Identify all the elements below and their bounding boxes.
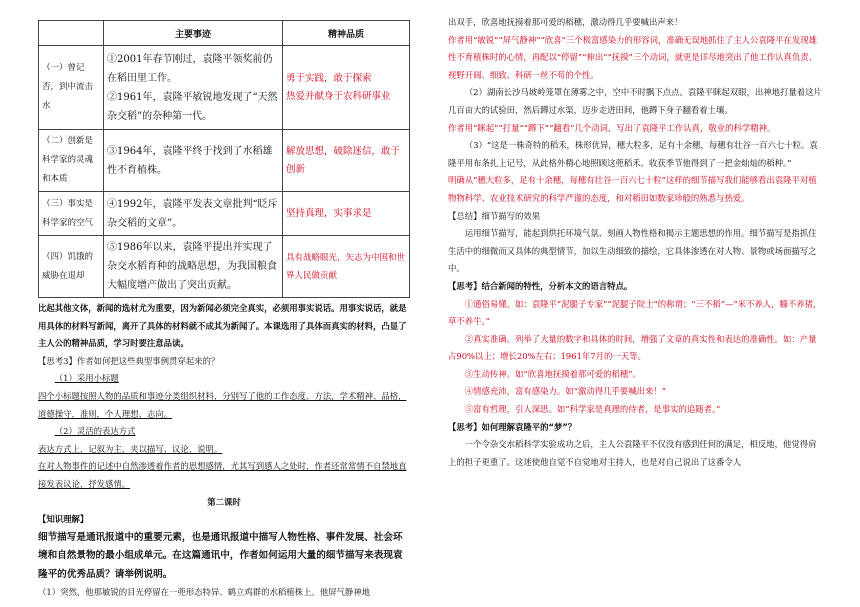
analysis-1: 作者用“敏锐”“屏气静神”“欣喜”三个极富感染力的形容词，准确无误地抓住了主人公袁隆平在发现雄性不育植株时的心情，再配以“停留”“伸出”“抚摸”三个动词，就更是详尽地突出了他工作认真负责、视野开阔、细致、科研一丝不苟的个性。: [448, 34, 818, 80]
analysis-2: 作者用“眯起”“打量”“蹲下”“翻看”几个动词，写出了袁隆平工作认真，敬业的科学精神。: [448, 122, 776, 133]
row-deeds: ①2001年春节刚过，袁隆平领奖前仍在稻田里工作。 ②1961年，袁隆平敏锐地发现了“天然杂交稻”的杂种第一代。: [104, 46, 283, 130]
row-deeds: ⑤1986年以来，袁隆平提出并实现了杂交水稻育种的战略思想，为我国粮食大幅度增产做出了突出贡献。: [104, 236, 283, 298]
example-3: （3）“这是一株奇特的稻禾，株形优异，穗大粒多，足有十余穗，每穗有壮谷一百六七十粒。袁隆平用布条扎上记号，从此格外精心地照顾这蔸稻禾。收获季节他得到了一把金灿灿的稻种。”: [448, 140, 818, 168]
table-row: [39, 236, 410, 298]
row-deeds: ④1992年，袁隆平发表文章批判“眨斥杂交稻的文章”。: [104, 192, 283, 236]
dream-question: 【思考】如何理解袁隆平的“梦”？: [448, 421, 577, 432]
feature-4: ④情感充沛，富有感染力。如“激动得几乎要喊出来！”: [464, 386, 666, 397]
example-2: （2）湖南长沙马坡岭笼罩在薄雾之中，空中不时飘下点点。袁隆平眯起双眼，出神地打量着这片几百亩大的试验田，然后蹲过水渠，迈步走进田间，他蹲下身子翻看着土壤。: [448, 87, 822, 115]
analysis-3: 明确从“穗大粒多，足有十余穗，每穗有壮谷一百六七十粒”这样的细节描写我们能够看出袁隆平对植物物科学、农业技术研究的科学严谨的态度，和对稻田如数家珍般的熟悉与热爱。: [448, 175, 817, 203]
feature-2: ②真实准确。列举了大量的数字和具体的时间，增强了文章的真实性和表达的准确性。如：产量占90%以上；增长20%左右；1961年7月的一天等。: [448, 333, 817, 362]
row-category: （三）事实是科学家的空气: [39, 192, 104, 236]
table-row: [39, 46, 410, 130]
table-header-quality: 精神品质: [283, 21, 410, 46]
table-header-row: [39, 21, 410, 46]
summary-label: 【总结】细节描写的效果: [448, 210, 541, 221]
row-quality: 解放思想，破除迷信，敢于创新: [283, 130, 410, 192]
row-quality: 勇于实践，敢于探索 热爱并献身于农科研事业: [283, 46, 410, 130]
knowledge-label: 【知识理解】: [38, 514, 89, 525]
feature-5: ⑤富有哲理，引人深思。如“科学家是真理的侍者，是事实的追随者。”: [464, 404, 721, 415]
left-column: [38, 20, 410, 602]
point2-body-1: 表达方式上，记叙为主，夹以描写、议论、说明。: [38, 443, 223, 454]
right-column: [448, 14, 824, 471]
feature-3: ③生动传神。如“欣喜地抚摸着那可爱的稻穗”。: [464, 368, 641, 379]
point2-title: （2）灵活的表达方式: [54, 426, 136, 437]
point1-title: （1）采用小标题: [54, 373, 119, 384]
point2-body-2: 在对人物事件的记述中自然渗透着作者的思想感情，尤其写到感人之处时，作者还常常情不自禁地直接发表议论，抒发感情。: [38, 461, 407, 489]
table-header-empty: [39, 21, 104, 46]
row-deeds: ③1964年，袁隆平终于找到了水稻雄性不育植株。: [104, 130, 283, 192]
summary-table: [38, 20, 410, 298]
row-category: （四）饥饿的威胁在退却: [39, 236, 104, 298]
row-category: （二）创新是科学家的灵魂和本质: [39, 130, 104, 192]
detail-question: 细节描写是通讯报道中的重要元素，也是通讯报道中描写人物性格、事件发展、社会环境和自然景物的最小组成单元。在这篇通讯中，作者如何运用大量的细节描写来表现袁隆平的优秀品质？请举例说明。: [38, 531, 403, 580]
feature-1: ①通俗易懂。如：袁隆平“泥腿子专家”“泥腿子院士”的称谓；“三不稻”—“米不养人，糠不养猪，草不养牛。”: [448, 298, 822, 327]
summary-body: 运用细节描写，能起到烘托环境气氛、刻画人物性格和揭示主题思想的作用。细节描写是指抓住生活中的细微而又具体的典型情节，加以生动细致的描绘，它具体渗透在对人物、景物或场面描写之中。: [448, 228, 817, 274]
table-row: [39, 130, 410, 192]
example-1-cont: 出双手，欣喜地抚摸着那可爱的稻穗，激动得几乎要喊出声来！: [448, 17, 683, 27]
dream-body: 一个令杂交水稻科学实验成功之后，主人公袁隆平不仅没有感到任何的满足，相反地，他觉得肩上的担子更重了。这迷使他自觉不自觉地对主持人，也是对自己说出了这番令人: [448, 439, 817, 467]
lesson2-heading: 第二课时: [207, 496, 241, 507]
point1-body: 四个小标题按照人物的品质和事迹分类组织材料，分别写了他的工作态度、方法，学术精神、品格，道德操守，准则，个人理想、志向。: [38, 390, 407, 419]
example-1: （1）突然，他那敏锐的目光停留在一蔸形态特异、鹤立鸡群的水稻植株上。他屏气静神地: [38, 586, 370, 597]
language-question: 【思考】结合新闻的特性，分析本文的语言特点。: [448, 280, 633, 291]
row-quality: 具有战略眼光，矢志为中国和世界人民做贡献: [283, 236, 410, 298]
summary-paragraph: 比起其他文体，新闻的选材尤为重要，因为新闻必须完全真实，必须用事实说话。用事实说话，就是用具体的材料写新闻，离开了具体的材料就不成其为新闻了。本课选用了具体而真实的材料，凸显了主人公的精神品质，学习时要注意品读。: [38, 303, 407, 349]
table-header-deeds: 主要事迹: [104, 21, 283, 46]
row-quality: 坚持真理，实事求是: [283, 192, 410, 236]
row-category: （一）曾记否，到中流击水: [39, 46, 104, 130]
think3-question: 【思考3】作者如何把这些典型事例贯穿起来的？: [38, 355, 220, 366]
table-row: [39, 192, 410, 236]
